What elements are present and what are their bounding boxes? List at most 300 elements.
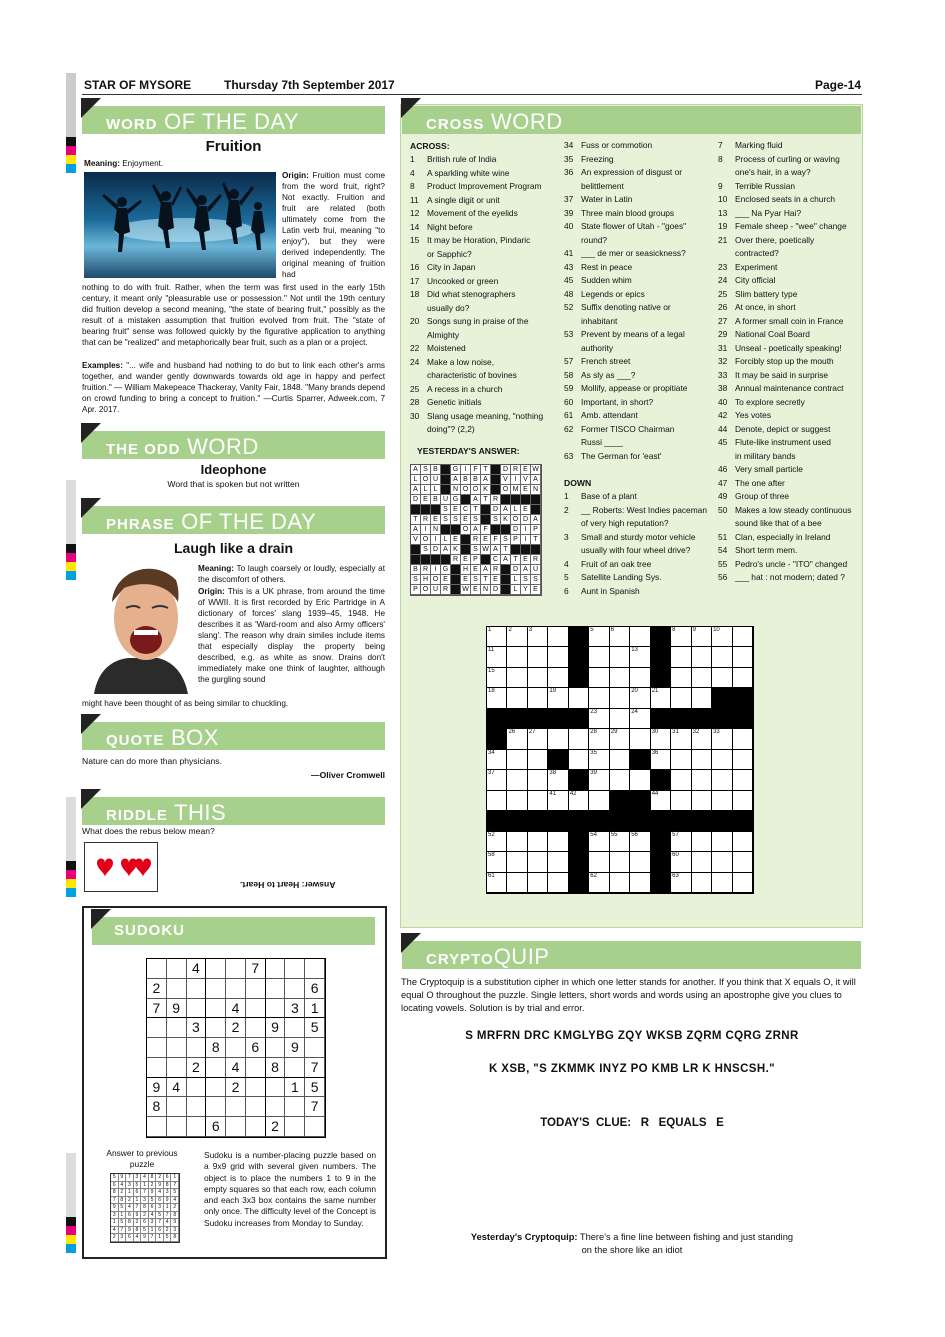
answer-cell: D <box>511 525 521 535</box>
answer-cell: A <box>451 475 461 485</box>
crossword-cell[interactable]: 52 <box>487 832 507 852</box>
crossword-cell[interactable]: 31 <box>671 729 691 749</box>
crossword-clue: 29 National Coal Board <box>718 329 810 339</box>
prev-sudoku-cell: 4 <box>156 1189 164 1197</box>
crossword-clue: 40 State flower of Utah - "goes" <box>564 221 687 231</box>
crossword-clue: 46 Very small particle <box>718 464 803 474</box>
sudoku-cell[interactable] <box>246 1018 266 1038</box>
sudoku-cell[interactable]: 6 <box>246 1038 266 1058</box>
crossword-cell[interactable]: 63 <box>671 873 691 893</box>
riddle-question: What does the rebus below mean? <box>82 826 215 836</box>
crossword-cell[interactable] <box>630 852 650 872</box>
crossword-cell[interactable]: 8 <box>671 627 691 647</box>
crossword-cell[interactable]: 24 <box>630 709 650 729</box>
crossword-cell[interactable]: 19 <box>548 688 568 708</box>
prev-sudoku-cell: 5 <box>119 1204 127 1212</box>
sudoku-cell[interactable]: 9 <box>147 1078 167 1098</box>
sudoku-cell[interactable] <box>226 959 246 979</box>
sudoku-cell[interactable] <box>246 999 266 1019</box>
crossword-cell[interactable] <box>692 668 712 688</box>
crossword-cell[interactable] <box>507 873 527 893</box>
sudoku-cell[interactable]: 9 <box>167 999 187 1019</box>
answer-cell: A <box>501 505 511 515</box>
sudoku-cell[interactable] <box>266 1078 286 1098</box>
crossword-cell[interactable] <box>507 770 527 790</box>
answer-cell: M <box>511 485 521 495</box>
crossword-cell[interactable] <box>507 750 527 770</box>
sudoku-cell[interactable] <box>206 979 226 999</box>
prev-sudoku-cell: 9 <box>134 1212 142 1220</box>
crossword-cell[interactable] <box>528 873 548 893</box>
sudoku-cell[interactable] <box>187 999 207 1019</box>
crossword-cell[interactable] <box>712 791 732 811</box>
answer-cell: F <box>471 465 481 475</box>
sudoku-cell[interactable] <box>167 959 187 979</box>
prev-sudoku-cell: 9 <box>126 1227 134 1235</box>
crossword-cell[interactable] <box>692 873 712 893</box>
crossword-cell[interactable] <box>671 791 691 811</box>
crossword-clue: doing"? (2,2) <box>427 424 475 434</box>
answer-cell: L <box>431 485 441 495</box>
crossword-cell[interactable]: 32 <box>692 729 712 749</box>
cryptoquip-intro: The Cryptoquip is a substitution cipher in which one letter stands for another. If you think that X equals O, it will equal O throughout the puzzle. Single letters, short words and words using an apostrophe give you clues to locating vowels. Solution is by trial and error. <box>401 977 856 1013</box>
crossword-clue: 33 It may be said in surprise <box>718 369 829 380</box>
crossword-cell[interactable]: 30 <box>651 729 671 749</box>
sudoku-cell[interactable]: 4 <box>187 959 207 979</box>
crossword-block <box>569 811 589 831</box>
crossword-cell[interactable] <box>528 688 548 708</box>
crossword-cell[interactable] <box>671 750 691 770</box>
crossword-cell[interactable] <box>712 852 732 872</box>
sudoku-cell[interactable] <box>226 979 246 999</box>
crossword-cell[interactable] <box>589 791 609 811</box>
crossword-clue: 14 Night before <box>410 221 473 232</box>
answer-cell: T <box>471 505 481 515</box>
answer-cell: O <box>461 525 471 535</box>
answer-cell: F <box>481 525 491 535</box>
sudoku-cell[interactable]: 6 <box>305 979 325 999</box>
sudoku-cell[interactable]: 4 <box>226 1058 246 1078</box>
sudoku-cell[interactable] <box>206 1058 226 1078</box>
sudoku-cell[interactable]: 1 <box>285 1078 305 1098</box>
crossword-cell[interactable] <box>548 873 568 893</box>
sudoku-cell[interactable] <box>305 1117 325 1137</box>
answer-cell: R <box>421 515 431 525</box>
sudoku-cell[interactable] <box>206 1097 226 1117</box>
laughing-man-image <box>84 562 190 694</box>
sudoku-cell[interactable] <box>226 1097 246 1117</box>
sudoku-cell[interactable] <box>305 1038 325 1058</box>
crossword-cell[interactable]: 35 <box>589 750 609 770</box>
sudoku-cell[interactable]: 2 <box>147 979 167 999</box>
crossword-cell[interactable] <box>569 750 589 770</box>
crossword-cell[interactable] <box>733 668 753 688</box>
prev-sudoku-cell: 6 <box>149 1204 157 1212</box>
crossword-cell[interactable]: 18 <box>487 688 507 708</box>
crossword-cell[interactable]: 21 <box>651 688 671 708</box>
answer-cell: E <box>521 505 531 515</box>
crossword-cell[interactable]: 36 <box>651 750 671 770</box>
crossword-cell[interactable] <box>548 852 568 872</box>
crossword-cell[interactable]: 27 <box>528 729 548 749</box>
crossword-cell[interactable]: 26 <box>507 729 527 749</box>
crossword-clue: 30 Slang usage meaning, "nothing <box>410 410 544 421</box>
sudoku-cell[interactable] <box>187 1097 207 1117</box>
crossword-cell[interactable]: 13 <box>630 647 650 667</box>
crossword-cell[interactable] <box>712 873 732 893</box>
crossword-cell[interactable] <box>507 832 527 852</box>
sudoku-cell[interactable]: 4 <box>226 999 246 1019</box>
crossword-cell[interactable] <box>548 668 568 688</box>
crossword-clue: 15 It may be Horation, Pindaric <box>410 235 531 245</box>
sudoku-cell[interactable] <box>305 959 325 979</box>
crossword-cell[interactable] <box>671 770 691 790</box>
crossword-cell[interactable]: 6 <box>610 627 630 647</box>
crossword-cell[interactable] <box>630 873 650 893</box>
answer-cell: W <box>481 545 491 555</box>
sudoku-cell[interactable] <box>246 979 266 999</box>
crossword-cell[interactable] <box>671 668 691 688</box>
sudoku-cell[interactable] <box>167 979 187 999</box>
sudoku-cell[interactable]: 2 <box>266 1117 286 1137</box>
sudoku-cell[interactable] <box>285 1097 305 1117</box>
prev-sudoku-cell: 7 <box>149 1234 157 1242</box>
sudoku-cell[interactable] <box>226 1038 246 1058</box>
answer-cell: B <box>431 465 441 475</box>
crossword-cell[interactable] <box>692 750 712 770</box>
crossword-block <box>569 668 589 688</box>
crossword-cell[interactable]: 5 <box>589 627 609 647</box>
crossword-cell[interactable] <box>630 729 650 749</box>
sudoku-cell[interactable] <box>167 1117 187 1137</box>
sudoku-cell[interactable] <box>147 1117 167 1137</box>
sudoku-cell[interactable] <box>206 999 226 1019</box>
answer-cell: A <box>531 515 541 525</box>
sudoku-cell[interactable] <box>246 1097 266 1117</box>
sudoku-cell[interactable]: 8 <box>147 1097 167 1117</box>
crossword-cell[interactable] <box>569 729 589 749</box>
crossword-cell[interactable] <box>507 852 527 872</box>
crossword-cell[interactable] <box>733 852 753 872</box>
crossword-clue: 6 Aunt in Spanish <box>564 585 640 596</box>
sudoku-cell[interactable] <box>187 1117 207 1137</box>
crossword-clue: 1 Base of a plant <box>564 491 637 501</box>
crossword-cell[interactable] <box>733 873 753 893</box>
sudoku-cell[interactable]: 3 <box>285 999 305 1019</box>
sudoku-cell[interactable]: 8 <box>206 1038 226 1058</box>
crossword-cell[interactable] <box>548 729 568 749</box>
sudoku-cell[interactable] <box>167 1097 187 1117</box>
prev-sudoku-cell: 6 <box>111 1182 119 1190</box>
crossword-cell[interactable]: 33 <box>712 729 732 749</box>
prev-sudoku-cell: 3 <box>111 1212 119 1220</box>
crossword-cell[interactable]: 3 <box>528 627 548 647</box>
sudoku-cell[interactable]: 5 <box>305 1018 325 1038</box>
crossword-cell[interactable]: 2 <box>507 627 527 647</box>
crossword-cell[interactable] <box>630 668 650 688</box>
crossword-cell[interactable]: 62 <box>589 873 609 893</box>
sudoku-cell[interactable]: 7 <box>305 1058 325 1078</box>
sudoku-cell[interactable] <box>147 1018 167 1038</box>
answer-cell: W <box>461 585 471 595</box>
crossword-cell[interactable] <box>610 709 630 729</box>
crossword-cell[interactable] <box>610 750 630 770</box>
crossword-cell[interactable] <box>630 770 650 790</box>
crossword-cell[interactable] <box>528 791 548 811</box>
crossword-clue: characteristic of bovines <box>427 370 517 380</box>
crossword-cell[interactable] <box>528 770 548 790</box>
crossword-clue: 47 The one after <box>718 477 785 488</box>
crossword-cell[interactable]: 60 <box>671 852 691 872</box>
prev-sudoku-cell: 1 <box>149 1227 157 1235</box>
crossword-cell[interactable]: 44 <box>651 791 671 811</box>
crossword-cell[interactable]: 34 <box>487 750 507 770</box>
answer-cell: D <box>511 565 521 575</box>
crossword-cell[interactable] <box>507 647 527 667</box>
crossword-cell[interactable]: 56 <box>630 832 650 852</box>
crossword-cell[interactable] <box>507 791 527 811</box>
crossword-cell[interactable] <box>630 627 650 647</box>
crossword-cell[interactable]: 1 <box>487 627 507 647</box>
answer-cell: A <box>471 495 481 505</box>
sudoku-grid[interactable] <box>146 958 326 1138</box>
crossword-cell[interactable]: 20 <box>630 688 650 708</box>
crossword-cell[interactable] <box>548 627 568 647</box>
answer-cell: A <box>531 475 541 485</box>
sudoku-cell[interactable] <box>147 1038 167 1058</box>
crossword-cell[interactable] <box>733 750 753 770</box>
crossword-cell[interactable]: 11 <box>487 647 507 667</box>
crossword-cell[interactable] <box>528 750 548 770</box>
crossword-cell[interactable]: 37 <box>487 770 507 790</box>
sudoku-cell[interactable] <box>285 979 305 999</box>
answer-cell: H <box>421 575 431 585</box>
yesterday-answer-grid <box>410 464 542 596</box>
crossword-block <box>712 688 732 708</box>
sudoku-cell[interactable] <box>266 999 286 1019</box>
crossword-cell[interactable] <box>671 688 691 708</box>
prev-sudoku-cell: 5 <box>141 1227 149 1235</box>
prev-sudoku-cell: 8 <box>149 1174 157 1182</box>
answer-cell: D <box>411 495 421 505</box>
sudoku-cell[interactable] <box>187 1038 207 1058</box>
crossword-cell[interactable] <box>692 688 712 708</box>
crossword-block <box>630 791 650 811</box>
sudoku-cell[interactable] <box>285 1058 305 1078</box>
crossword-clue: contracted? <box>735 248 779 258</box>
crossword-cell[interactable]: 15 <box>487 668 507 688</box>
crossword-cell[interactable] <box>507 668 527 688</box>
prev-sudoku-cell: 2 <box>171 1204 179 1212</box>
crossword-clue: 12 Movement of the eyelids <box>410 208 518 218</box>
crossword-cell[interactable] <box>733 729 753 749</box>
prev-sudoku-cell: 1 <box>164 1204 172 1212</box>
crossword-cell[interactable] <box>610 688 630 708</box>
sudoku-cell[interactable]: 3 <box>187 1018 207 1038</box>
sudoku-cell[interactable] <box>285 959 305 979</box>
crossword-cell[interactable] <box>610 873 630 893</box>
sudoku-cell[interactable] <box>147 959 167 979</box>
sudoku-cell[interactable]: 7 <box>305 1097 325 1117</box>
sudoku-cell[interactable]: 1 <box>305 999 325 1019</box>
crossword-cell[interactable]: 58 <box>487 852 507 872</box>
crossword-cell[interactable] <box>733 627 753 647</box>
sudoku-cell[interactable]: 6 <box>206 1117 226 1137</box>
crossword-cell[interactable] <box>548 647 568 667</box>
across-clues-col2 <box>564 139 714 463</box>
down-clues-col2 <box>564 490 714 598</box>
sudoku-cell[interactable]: 8 <box>266 1058 286 1078</box>
crossword-cell[interactable] <box>733 791 753 811</box>
crossword-cell[interactable] <box>692 791 712 811</box>
sudoku-cell[interactable]: 9 <box>266 1018 286 1038</box>
crossword-cell[interactable] <box>528 647 548 667</box>
crossword-cell[interactable]: 10 <box>712 627 732 647</box>
sudoku-cell[interactable] <box>167 1018 187 1038</box>
prev-sudoku-cell: 2 <box>141 1212 149 1220</box>
crossword-cell[interactable] <box>610 852 630 872</box>
answer-cell: T <box>481 495 491 505</box>
answer-cell <box>441 555 451 565</box>
sudoku-cell[interactable] <box>167 1038 187 1058</box>
crossword-cell[interactable] <box>569 688 589 708</box>
sudoku-cell[interactable] <box>206 959 226 979</box>
crossword-cell[interactable] <box>589 688 609 708</box>
riddle-banner: RIDDLE THIS <box>82 797 385 825</box>
crossword-cell[interactable]: 23 <box>589 709 609 729</box>
crossword-cell[interactable]: 57 <box>671 832 691 852</box>
crossword-cell[interactable]: 42 <box>569 791 589 811</box>
sudoku-cell[interactable]: 2 <box>226 1078 246 1098</box>
crossword-cell[interactable]: 55 <box>610 832 630 852</box>
crossword-cell[interactable] <box>712 647 732 667</box>
answer-cell: T <box>531 535 541 545</box>
crossword-cell[interactable] <box>692 832 712 852</box>
answer-cell: A <box>481 565 491 575</box>
sudoku-cell[interactable] <box>285 1018 305 1038</box>
crossword-block <box>692 709 712 729</box>
sudoku-cell[interactable] <box>246 1117 266 1137</box>
crossword-cell[interactable] <box>692 770 712 790</box>
crossword-cell[interactable]: 61 <box>487 873 507 893</box>
sudoku-cell[interactable] <box>226 1117 246 1137</box>
crossword-block <box>548 811 568 831</box>
prev-sudoku-cell: 7 <box>134 1204 142 1212</box>
crossword-cell[interactable] <box>589 852 609 872</box>
crossword-cell[interactable]: 39 <box>589 770 609 790</box>
sudoku-cell[interactable] <box>187 1078 207 1098</box>
crossword-cell[interactable] <box>712 770 732 790</box>
sudoku-cell[interactable] <box>167 1058 187 1078</box>
prev-sudoku-cell: 5 <box>119 1219 127 1227</box>
sudoku-cell[interactable] <box>266 959 286 979</box>
answer-cell: E <box>461 515 471 525</box>
crossword-block <box>507 709 527 729</box>
answer-cell <box>501 575 511 585</box>
prev-sudoku-cell: 5 <box>171 1189 179 1197</box>
word-origin-wide: nothing to do with fruit. Rather, when the term was first used in the early 15th century, it meant only "pleasurable use or possession." Not until the 19th century did fruition develop a second meaning, "the state of bearing fruit," possibly as the result of a mistaken assumption that fruition evolved from fruit. The "state of bearing fruit" sense was followed quickly by the figurative application to anything that can be "realized" and metaphorically bear fruit, such as a plan or a project. <box>82 283 385 347</box>
crossword-cell[interactable] <box>589 668 609 688</box>
crossword-block <box>610 791 630 811</box>
sudoku-cell[interactable] <box>266 979 286 999</box>
sudoku-cell[interactable] <box>285 1117 305 1137</box>
sudoku-cell[interactable]: 7 <box>147 999 167 1019</box>
crossword-clue: usually do? <box>427 302 470 313</box>
crossword-cell[interactable] <box>589 647 609 667</box>
sudoku-cell[interactable]: 2 <box>187 1058 207 1078</box>
answer-cell <box>491 465 501 475</box>
answer-cell: G <box>451 465 461 475</box>
crossword-cell[interactable] <box>528 668 548 688</box>
crossword-cell[interactable]: 29 <box>610 729 630 749</box>
crossword-cell[interactable] <box>507 688 527 708</box>
cryptoquip-line-2: K XSB, "S ZKMMK INYZ PO KMB LR K HNSCSH." <box>488 1063 776 1075</box>
sudoku-cell[interactable] <box>246 1078 266 1098</box>
sudoku-cell[interactable] <box>187 979 207 999</box>
prev-sudoku-cell: 5 <box>149 1197 157 1205</box>
crossword-cell[interactable] <box>671 647 691 667</box>
prev-sudoku-cell: 7 <box>164 1212 172 1220</box>
answer-cell: E <box>461 575 471 585</box>
crossword-cell[interactable] <box>528 852 548 872</box>
answer-cell: L <box>511 505 521 515</box>
quote-box-banner: QUOTE BOX <box>82 722 385 750</box>
crossword-cell[interactable] <box>548 832 568 852</box>
crossword-cell[interactable] <box>528 832 548 852</box>
crossword-cell[interactable] <box>610 668 630 688</box>
prev-sudoku-cell: 6 <box>141 1219 149 1227</box>
answer-cell: F <box>491 535 501 545</box>
crossword-cell[interactable]: 38 <box>548 770 568 790</box>
sudoku-cell[interactable] <box>266 1038 286 1058</box>
answer-cell <box>411 545 421 555</box>
sudoku-cell[interactable]: 4 <box>167 1078 187 1098</box>
crossword-cell[interactable] <box>712 750 732 770</box>
sudoku-cell[interactable] <box>147 1058 167 1078</box>
crossword-cell[interactable]: 41 <box>548 791 568 811</box>
crossword-cell[interactable]: 54 <box>589 832 609 852</box>
crossword-cell[interactable] <box>712 832 732 852</box>
answer-cell: R <box>441 585 451 595</box>
crossword-cell[interactable] <box>733 832 753 852</box>
crossword-cell[interactable] <box>610 647 630 667</box>
crossword-cell[interactable] <box>692 647 712 667</box>
crossword-cell[interactable] <box>487 791 507 811</box>
crossword-grid[interactable] <box>486 626 754 894</box>
sudoku-cell[interactable]: 7 <box>246 959 266 979</box>
sudoku-cell[interactable]: 2 <box>226 1018 246 1038</box>
crossword-cell[interactable] <box>692 852 712 872</box>
sudoku-cell[interactable]: 9 <box>285 1038 305 1058</box>
crossword-cell[interactable] <box>733 770 753 790</box>
crossword-cell[interactable]: 28 <box>589 729 609 749</box>
sudoku-cell[interactable] <box>266 1097 286 1117</box>
quote-text: Nature can do more than physicians. <box>82 756 222 766</box>
crossword-cell[interactable]: 9 <box>692 627 712 647</box>
crossword-cell[interactable] <box>712 668 732 688</box>
answer-cell: O <box>421 535 431 545</box>
sudoku-cell[interactable] <box>246 1058 266 1078</box>
crossword-cell[interactable] <box>610 770 630 790</box>
crossword-cell[interactable] <box>733 647 753 667</box>
answer-cell: S <box>441 505 451 515</box>
answer-cell: O <box>431 575 441 585</box>
sudoku-cell[interactable] <box>206 1078 226 1098</box>
crossword-clue: 34 Fuss or commotion <box>564 140 653 150</box>
answer-cell: T <box>481 465 491 475</box>
sudoku-cell[interactable]: 5 <box>305 1078 325 1098</box>
sudoku-cell[interactable] <box>206 1018 226 1038</box>
